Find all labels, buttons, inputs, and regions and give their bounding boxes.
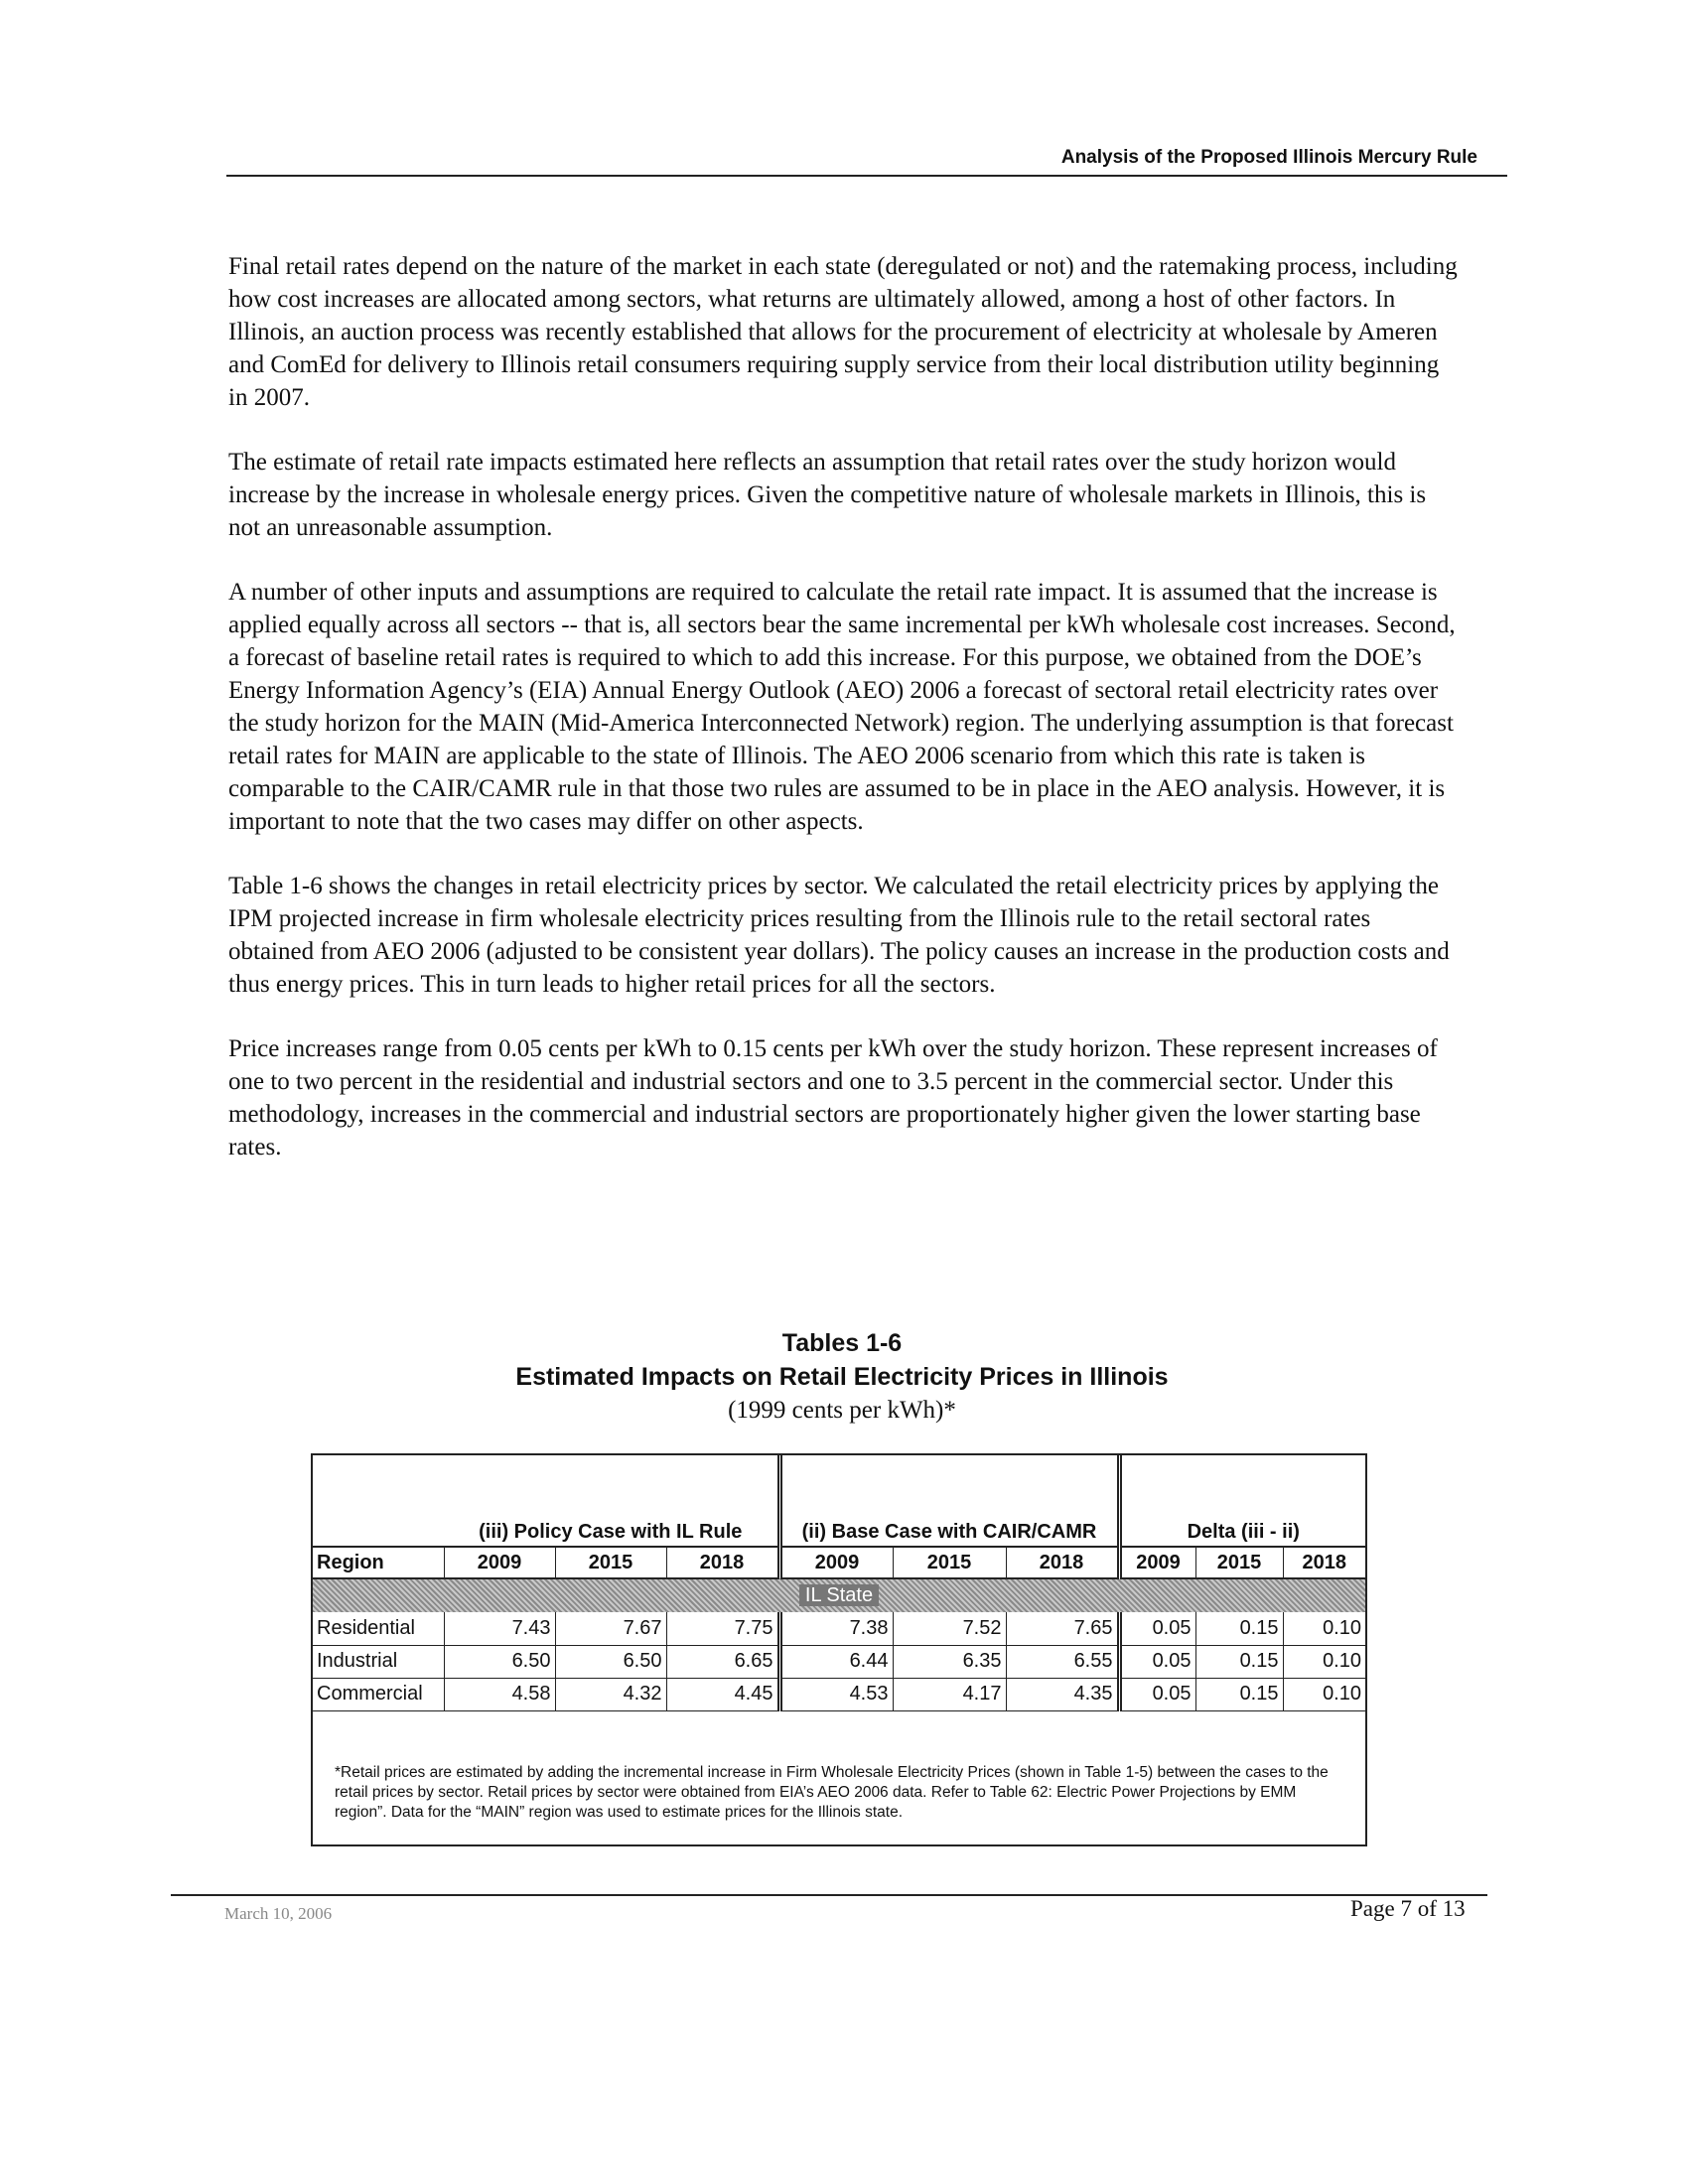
value-cell: 0.10 — [1283, 1678, 1365, 1710]
table-row — [313, 1678, 1365, 1710]
group-header: (ii) Base Case with CAIR/CAMR — [779, 1455, 1119, 1547]
value-cell: 7.52 — [893, 1612, 1006, 1645]
footer-date: March 10, 2006 — [224, 1904, 333, 1923]
state-band — [313, 1578, 1365, 1612]
value-cell: 6.50 — [555, 1645, 666, 1678]
paragraph: Table 1-6 shows the changes in retail electricity prices by sector. We calculated the retail electricity prices by applying the IPM projected increase in firm wholesale electricity prices resulting from the Illinois rule to the retail sectoral rates obtained from AEO 2006 (adjusted to be consistent year dollars). The policy causes an increase in the production costs and thus energy prices. This in turn leads to higher retail prices for all the sectors. — [228, 873, 1450, 998]
table-units: (1999 cents per kWh)* — [728, 1397, 956, 1424]
value-cell: 4.35 — [1006, 1678, 1119, 1710]
footer-rule — [171, 1894, 1487, 1896]
value-cell: 0.05 — [1119, 1645, 1195, 1678]
value-cell: 6.35 — [893, 1645, 1006, 1678]
year-header: 2018 — [1006, 1547, 1119, 1578]
page-number: Page 7 of 13 — [1350, 1896, 1466, 1921]
table-number: Tables 1-6 — [781, 1329, 903, 1357]
body-text — [228, 250, 1460, 1195]
paragraph: Price increases range from 0.05 cents per kWh to 0.15 cents per kWh over the study horizon. These represent increases of one to two percent in the residential and industrial sectors and one to 3.5 percent in the commercial sector. Under this methodology, increases in the commercial and industrial sectors are proportionately higher given the lower starting base rates. — [228, 1035, 1438, 1160]
table-footnote: *Retail prices are estimated by adding the incremental increase in Firm Wholesale Electricity Prices (shown in Table 1-5) between the cases to the retail prices by sector. Retail prices by sector were obtained from EIA’s AEO 2006 data. Refer to Table 62: Electric Power Projections by EMM region”. Data for the “MAIN” region was used to estimate prices for the Illinois state. — [335, 1764, 1329, 1821]
value-cell: 7.38 — [779, 1612, 893, 1645]
region-header: Region — [313, 1547, 444, 1578]
table-box — [311, 1453, 1367, 1846]
year-header: 2015 — [1195, 1547, 1283, 1578]
year-header: 2018 — [666, 1547, 779, 1578]
year-header: 2015 — [893, 1547, 1006, 1578]
region-cell: Industrial — [313, 1645, 444, 1678]
region-cell: Commercial — [313, 1678, 444, 1710]
region-cell: Residential — [313, 1612, 444, 1645]
value-cell: 4.58 — [444, 1678, 555, 1710]
value-cell: 7.75 — [666, 1612, 779, 1645]
value-cell: 0.15 — [1195, 1612, 1283, 1645]
year-header: 2009 — [444, 1547, 555, 1578]
year-header: 2015 — [555, 1547, 666, 1578]
group-header: (iii) Policy Case with IL Rule — [479, 1521, 743, 1543]
value-cell: 0.05 — [1119, 1612, 1195, 1645]
value-cell: 6.65 — [666, 1645, 779, 1678]
value-cell: 0.10 — [1283, 1612, 1365, 1645]
value-cell: 4.32 — [555, 1678, 666, 1710]
value-cell: 7.65 — [1006, 1612, 1119, 1645]
retail-prices-table — [313, 1455, 1365, 1711]
year-header: 2009 — [779, 1547, 893, 1578]
table-row — [313, 1612, 1365, 1645]
value-cell: 6.55 — [1006, 1645, 1119, 1678]
year-header: 2009 — [1119, 1547, 1195, 1578]
value-cell: 4.53 — [779, 1678, 893, 1710]
table-caption: Estimated Impacts on Retail Electricity Prices in Illinois — [515, 1363, 1169, 1391]
value-cell: 4.17 — [893, 1678, 1006, 1710]
value-cell: 6.44 — [779, 1645, 893, 1678]
running-header — [226, 145, 1507, 177]
value-cell: 0.10 — [1283, 1645, 1365, 1678]
value-cell: 7.67 — [555, 1612, 666, 1645]
value-cell: 0.15 — [1195, 1678, 1283, 1710]
paragraph: Final retail rates depend on the nature of the market in each state (deregulated or not) and the ratemaking process, including how cost increases are allocated among sectors, what returns are ultimately allowed, among a host of other factors. In Illinois, an auction process was recently established that allows for the procurement of electricity at wholesale by Ameren and ComEd for delivery to Illinois retail consumers requiring supply service from their local distribution utility beginning in 2007. — [228, 253, 1458, 411]
header-title: Analysis of the Proposed Illinois Mercury Rule — [1060, 147, 1477, 168]
table-row — [313, 1645, 1365, 1678]
year-header: 2018 — [1283, 1547, 1365, 1578]
paragraph: The estimate of retail rate impacts estimated here reflects an assumption that retail rates over the study horizon would increase by the increase in wholesale energy prices. Given the competitive nature of wholesale markets in Illinois, this is not an unreasonable assumption. — [228, 449, 1427, 541]
value-cell: 0.05 — [1119, 1678, 1195, 1710]
value-cell: 7.43 — [444, 1612, 555, 1645]
value-cell: 0.15 — [1195, 1645, 1283, 1678]
band-label: IL State — [799, 1584, 879, 1606]
value-cell: 6.50 — [444, 1645, 555, 1678]
value-cell: 4.45 — [666, 1678, 779, 1710]
paragraph: A number of other inputs and assumptions are required to calculate the retail rate impact. It is assumed that the increase is applied equally across all sectors -- that is, all sectors bear the same incremental per kWh wholesale cost increases. Second, a forecast of baseline retail rates is required to which to add this increase. For this purpose, we obtained from the DOE’s Energy Information Agency’s (EIA) Annual Energy Outlook (AEO) 2006 a forecast of sectoral retail electricity rates over the study horizon for the MAIN (Mid-America Interconnected Network) region. The underlying assumption is that forecast retail rates for MAIN are applicable to the state of Illinois. The AEO 2006 scenario from which this rate is taken is comparable to the CAIR/CAMR rule in that those two rules are assumed to be in place in the AEO analysis. However, it is important to note that the two cases may differ on other aspects. — [228, 579, 1456, 835]
table-title — [226, 1326, 1458, 1394]
blank-cell — [313, 1455, 444, 1547]
group-header: Delta (iii - ii) — [1119, 1455, 1365, 1547]
